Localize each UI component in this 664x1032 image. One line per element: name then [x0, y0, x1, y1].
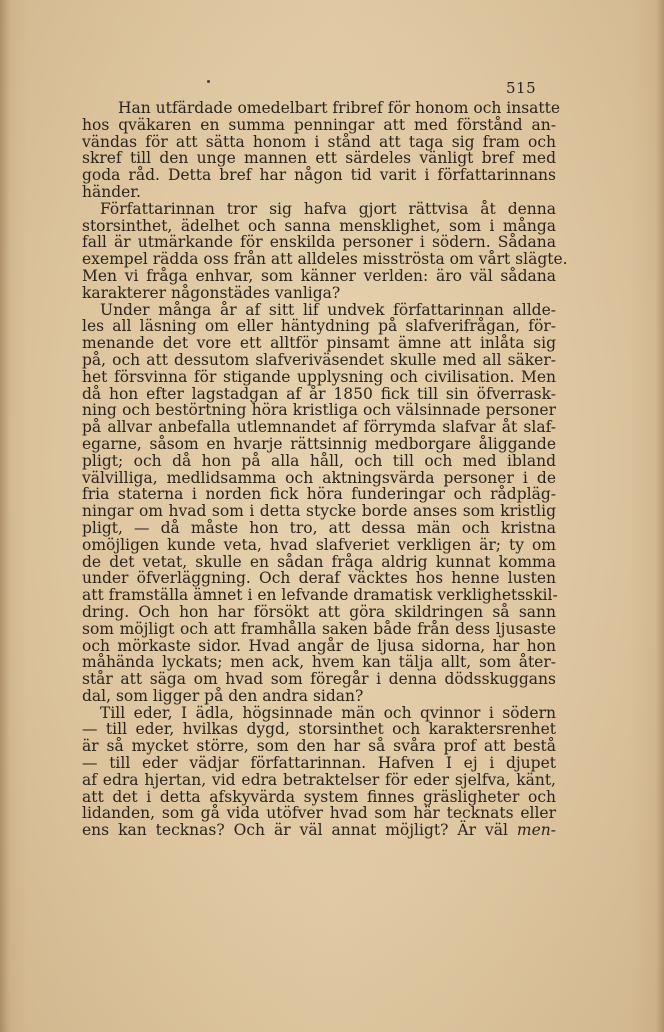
- text-line: [82, 318, 556, 335]
- text-line: [82, 721, 556, 738]
- text-line: [82, 789, 556, 806]
- text-line-content: på, och att dessutom slafveriväsendet skulle med all säker-: [82, 350, 556, 369]
- text-line: [82, 150, 556, 167]
- text-line-content: under öfverläggning. Och deraf väcktes hos henne lusten: [82, 569, 556, 588]
- text-line-content: måhända lyckats; men ack, hvem kan tälja allt, som åter-: [82, 653, 556, 672]
- page-right-edge-shadow: [656, 0, 664, 1032]
- text-line: [82, 638, 556, 655]
- text-line-content: fria staterna i norden fick höra funderingar och rådpläg-: [82, 485, 556, 504]
- text-line-content: ning och bestörtning höra kristliga och välsinnade personer: [82, 401, 556, 420]
- text-line: [82, 470, 556, 487]
- text-line-content: dring. Och hon har försökt att göra skildringen så sann: [82, 602, 556, 621]
- text-line-content: pligt, — då måste hon tro, att dessa män och kristna: [82, 518, 556, 537]
- text-line: [82, 352, 556, 369]
- text-line-content: välvilliga, medlidsamma och aktningsvärda personer i de: [82, 468, 556, 487]
- text-line: [82, 671, 556, 688]
- text-line: [82, 486, 556, 503]
- text-line-content: goda råd. Detta bref har någon tid varit i författarinnans: [82, 166, 556, 185]
- page-left-edge-shadow: [0, 0, 10, 1032]
- text-line: [82, 218, 556, 235]
- text-line-content: menande det vore ett alltför pinsamt ämne att inlåta sig: [82, 334, 556, 353]
- text-line-content: på allvar anbefalla utlemnandet af förrymda slafvar åt slaf-: [82, 418, 556, 437]
- text-line-content: — till eder, hvilkas dygd, storsinthet och karaktersrenhet: [82, 720, 556, 739]
- text-line: [82, 167, 556, 184]
- text-line-content: storsinthet, ädelhet och sanna mensklighet, som i många: [82, 216, 556, 235]
- text-line-content: dal, som ligger på den andra sidan?: [82, 686, 364, 705]
- text-line: [82, 805, 556, 822]
- text-line: [82, 688, 556, 705]
- text-line-content: omöjligen kunde veta, hvad slafveriet verkligen är; ty om: [82, 535, 556, 554]
- text-line-content: Till eder, I ädla, högsinnade män och qvinnor i södern: [100, 703, 556, 722]
- text-line-content: — till eder vädjar författarinnan. Hafven I ej i djupet: [82, 754, 556, 773]
- text-line: [82, 520, 556, 537]
- text-line: [82, 772, 556, 789]
- text-line: [82, 587, 556, 604]
- text-line: [82, 436, 556, 453]
- text-line: [82, 570, 556, 587]
- text-line-content: är så mycket större, som den har så svåra prof att bestå: [82, 737, 556, 756]
- text-line: [82, 503, 556, 520]
- text-line-content: skref till den unge mannen ett särdeles vänligt bref med: [82, 149, 556, 168]
- text-line-italic-tail: men-: [516, 821, 556, 840]
- text-line-content: fall är utmärkande för enskilda personer i södern. Sådana: [82, 233, 556, 252]
- text-line: [82, 285, 556, 302]
- text-line-content: karakterer någonstädes vanliga?: [82, 283, 341, 302]
- text-line-content: Men vi fråga enhvar, som känner verlden: äro väl sådana: [82, 266, 556, 285]
- text-line: [82, 738, 556, 755]
- text-line-content: af edra hjertan, vid edra betraktelser för eder sjelfva, känt,: [82, 770, 556, 789]
- body-text: [82, 99, 568, 840]
- text-line: [82, 386, 556, 403]
- text-line: [82, 99, 561, 117]
- text-line: [82, 654, 556, 671]
- text-line-content: de det vetat, skulle en sådan fråga aldrig kunnat komma: [82, 552, 556, 571]
- text-line: [82, 705, 556, 722]
- text-line: [82, 822, 556, 839]
- text-line-content: ens kan tecknas? Och är väl annat möjligt? Är väl: [82, 821, 508, 840]
- text-line-content: les all läsning om eller häntydning på slafverifrågan, för-: [82, 317, 556, 336]
- text-line-content: att framställa ämnet i en lefvande dramatisk verklighetsskil-: [82, 586, 558, 605]
- text-line-content: då hon efter lagstadgan af år 1850 fick till sin öfverrask-: [82, 384, 556, 403]
- text-line-content: Under många år af sitt lif undvek författarinnan allde-: [100, 300, 556, 319]
- text-line: [82, 419, 556, 436]
- text-line-content: händer.: [82, 182, 141, 201]
- text-line-content: att det i detta afskyvärda system finnes gräsligheter och: [82, 787, 556, 806]
- text-line-content: lidanden, som gå vida utöfver hvad som här tecknats eller: [82, 804, 556, 823]
- text-line: [82, 554, 556, 571]
- text-line-content: Författarinnan tror sig hafva gjort rättvisa åt denna: [100, 199, 556, 218]
- text-line: [82, 201, 556, 218]
- text-line: [82, 621, 556, 638]
- ink-speck: [207, 80, 210, 83]
- text-line: [82, 234, 556, 251]
- text-line: [82, 537, 556, 554]
- text-line: [82, 755, 556, 772]
- text-line-content: Han utfärdade omedelbart fribref för honom och insatte: [118, 99, 561, 117]
- text-line: [82, 117, 556, 134]
- text-line-content: vändas för att sätta honom i stånd att taga sig fram och: [82, 132, 556, 151]
- text-line-content: egarne, såsom en hvarje rättsinnig medborgare åliggande: [82, 434, 556, 453]
- text-line: [82, 250, 568, 269]
- text-line-content: står att säga om hvad som föregår i denna dödsskuggans: [82, 670, 556, 689]
- text-line: [82, 134, 556, 151]
- text-line: [82, 604, 556, 621]
- text-line: [82, 302, 556, 319]
- page-number: 515: [506, 79, 537, 97]
- text-line-content: och mörkaste sidor. Hvad angår de ljusa sidorna, har hon: [82, 636, 556, 655]
- text-line-content: hos qväkaren en summa penningar att med förstånd an-: [82, 115, 556, 134]
- text-line: [82, 453, 556, 470]
- text-line: [82, 369, 556, 386]
- text-line: [82, 184, 556, 201]
- text-line-content: exempel rädda oss från att alldeles misströsta om vårt slägte.: [82, 250, 568, 269]
- text-line: [82, 335, 556, 352]
- text-line-content: ningar om hvad som i detta stycke borde anses som kristlig: [82, 502, 556, 521]
- text-line: [82, 268, 556, 285]
- text-line: [82, 402, 556, 419]
- text-line-content: het försvinna för stigande upplysning och civilisation. Men: [82, 367, 556, 386]
- text-line-content: pligt; och då hon på alla håll, och till och med ibland: [82, 451, 556, 470]
- text-line-content: som möjligt och att framhålla saken både från dess ljusaste: [82, 619, 556, 638]
